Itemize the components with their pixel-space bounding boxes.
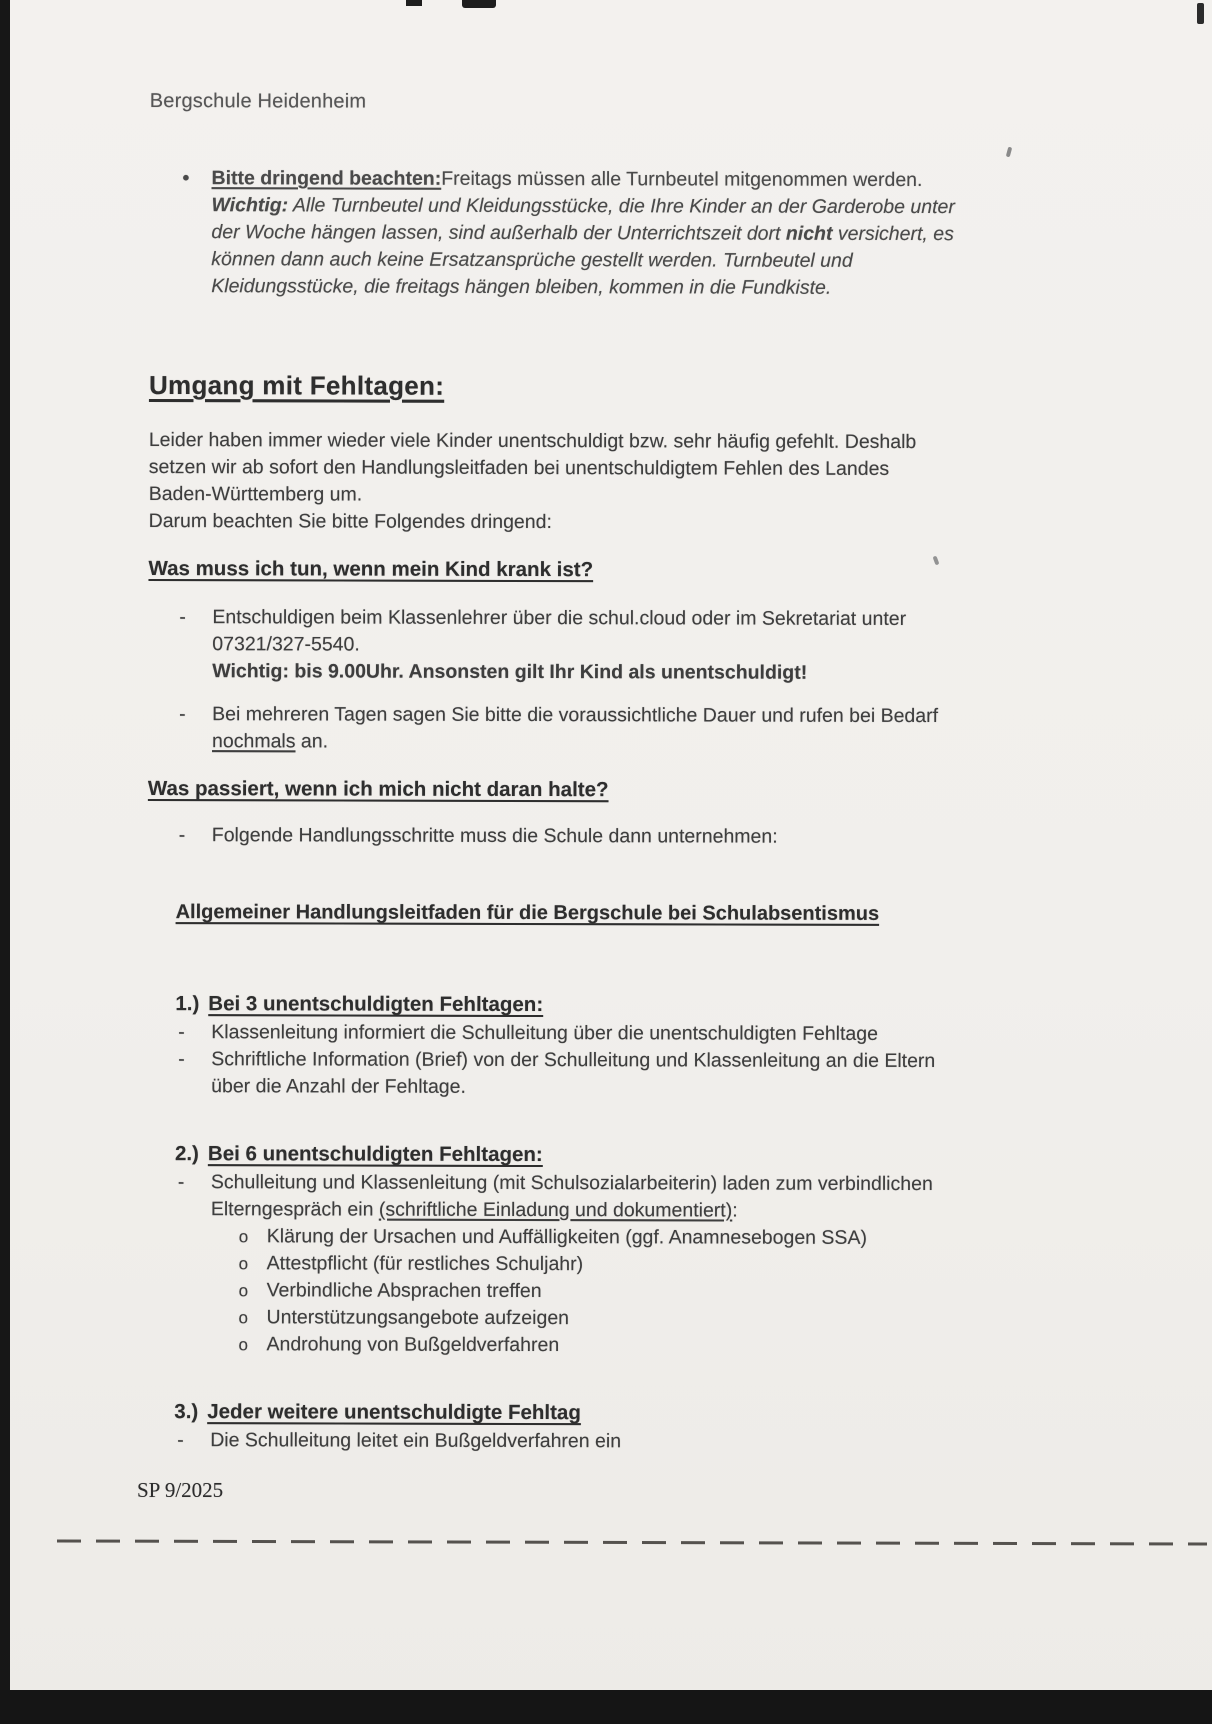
dash-marker: - — [179, 606, 186, 629]
step3-item-1 — [146, 1427, 958, 1456]
notice-text — [211, 165, 959, 302]
sick-list-item-2 — [148, 701, 960, 757]
scan-dashed-line — [57, 1539, 1207, 1545]
notice-body-1: Alle Turnbeutel und Kleidungsstücke, die Ihre Kinder an der Garderobe unter der Woche hängen lassen, sind außerhalb der Unterrichtszeit dort — [211, 194, 955, 245]
step2-item-underlined: (schriftliche Einladung und dokumentiert) — [378, 1198, 733, 1222]
notice-body-2: versichert, es können dann auch keine Ersatzansprüche gestellt werden. Turnbeutel und Kleidungsstücke, die freitags hängen bleiben, kommen in die Fundkiste. — [211, 222, 954, 299]
letter-content — [146, 0, 962, 1456]
sick-item-1-bold: Wichtig: bis 9.00Uhr. Ansonsten gilt Ihr Kind als unentschuldigt! — [212, 660, 808, 684]
dash-marker: - — [178, 1048, 185, 1071]
notice-wichtig: Wichtig: — [211, 194, 289, 217]
step2-sub-item-5 — [146, 1331, 958, 1360]
dash-marker: - — [177, 1429, 184, 1452]
dash-marker: - — [178, 824, 186, 847]
circle-marker: o — [238, 1227, 249, 1247]
dash-marker: - — [179, 703, 186, 726]
fehltage-intro: Leider haben immer wieder viele Kinder unentschuldigt bzw. sehr häufig gefehlt. Deshalb setzen wir ab sofort den Handlungsleitfaden bei unentschuldigtem Fehlen des Landes Baden-Württemberg um. — [148, 428, 917, 506]
question-noncompliance-title: Was passiert, wenn ich mich nicht daran halte? — [147, 776, 609, 802]
school-name: Bergschule Heidenheim — [149, 89, 367, 113]
sick-item-2-text — [212, 701, 960, 757]
noncompliance-item-1-text: Folgende Handlungsschritte muss die Schule dann unternehmen: — [211, 824, 778, 848]
dash-marker: - — [178, 1021, 185, 1044]
sick-item-1-text — [212, 604, 960, 687]
scan-edge-bottom — [0, 1690, 1212, 1724]
step2-sub-item-2-text: Attestpflicht (für restliches Schuljahr) — [266, 1252, 584, 1276]
sick-list-item-1 — [148, 604, 960, 687]
step2-heading — [175, 1140, 959, 1169]
step2-sub-item-3 — [147, 1277, 959, 1306]
step2-item-pre: Schulleitung und Klassenleitung (mit Schulsozialarbeiterin) laden zum verbindlichen Elterngespräch ein — [210, 1171, 933, 1221]
circle-marker: o — [238, 1254, 249, 1274]
step2-item-post: : — [732, 1199, 738, 1222]
step1-item-1-text: Klassenleitung informiert die Schulleitung über die unentschuldigten Fehltage — [211, 1021, 879, 1045]
bullet-marker: • — [182, 167, 190, 190]
notice-lead-rest: Freitags müssen alle Turnbeutel mitgenommen werden. — [441, 167, 923, 192]
step1-item-2-text: Schriftliche Information (Brief) von der Schulleitung und Klassenleitung an die Eltern über die Anzahl der Fehltage. — [211, 1048, 936, 1098]
step1-number: 1.) — [175, 992, 200, 1016]
step2-sub-item-1 — [147, 1223, 959, 1252]
question-sick-title: Was muss ich tun, wenn mein Kind krank ist? — [148, 556, 594, 582]
noncompliance-list-item-1 — [148, 822, 960, 851]
scan-speck-1 — [1006, 147, 1012, 158]
notice-lead-line — [211, 165, 959, 194]
fehltage-intro-followup: Darum beachten Sie bitte Folgendes dringend: — [148, 509, 552, 534]
scan-edge-left — [0, 0, 10, 1724]
step2-sub-item-3-text: Verbindliche Absprachen treffen — [266, 1279, 542, 1303]
step2-sub-item-1-text: Klärung der Ursachen und Auffälligkeiten (ggf. Anamnesebogen SSA) — [266, 1225, 867, 1249]
circle-marker: o — [238, 1308, 249, 1328]
scan-artifact-top-right — [1197, 3, 1204, 24]
step1-item-2 — [147, 1046, 959, 1102]
step2-item-1 — [147, 1169, 959, 1225]
step2-sub-item-5-text: Androhung von Bußgeldverfahren — [266, 1333, 560, 1357]
circle-marker: o — [238, 1281, 249, 1301]
step1-heading — [175, 990, 959, 1019]
step3-title: Jeder weitere unentschuldigte Fehltag — [207, 1400, 581, 1425]
step2-title: Bei 6 unentschuldigten Fehltagen: — [207, 1142, 543, 1167]
step1-item-1 — [147, 1019, 959, 1048]
guide-title: Allgemeiner Handlungsleitfaden für die Bergschule bei Schulabsentismus — [175, 901, 880, 925]
notice-item — [149, 165, 961, 302]
sick-item-2-post: an. — [295, 730, 329, 753]
circle-marker: o — [238, 1335, 248, 1355]
step3-item-1-text: Die Schulleitung leitet ein Bußgeldverfahren ein — [210, 1429, 622, 1453]
notice-detail — [211, 192, 959, 302]
step3-heading — [174, 1398, 958, 1427]
step2-sub-item-4-text: Unterstützungsangebote aufzeigen — [266, 1306, 570, 1330]
step2-number: 2.) — [174, 1142, 199, 1166]
notice-lead: Bitte dringend beachten: — [211, 167, 442, 190]
sick-item-2-pre: Bei mehreren Tagen sagen Sie bitte die voraussichtliche Dauer und rufen bei Bedarf — [212, 703, 939, 728]
footer-reference: SP 9/2025 — [137, 1478, 224, 1502]
sick-item-2-underlined: nochmals — [212, 730, 296, 753]
dash-marker: - — [177, 1171, 185, 1194]
sick-item-1-line: Entschuldigen beim Klassenlehrer über die schul.cloud oder im Sekretariat unter 07321/327-5540. — [212, 606, 907, 656]
step3-number: 3.) — [174, 1400, 199, 1424]
notice-body-emphasis: nicht — [785, 222, 833, 245]
step2-sub-item-2 — [147, 1250, 959, 1279]
section-title-fehltage: Umgang mit Fehltagen: — [148, 369, 445, 401]
step2-item-1-text — [211, 1169, 959, 1225]
step2-sub-item-4 — [147, 1304, 959, 1333]
step1-title: Bei 3 unentschuldigten Fehltagen: — [208, 992, 544, 1017]
